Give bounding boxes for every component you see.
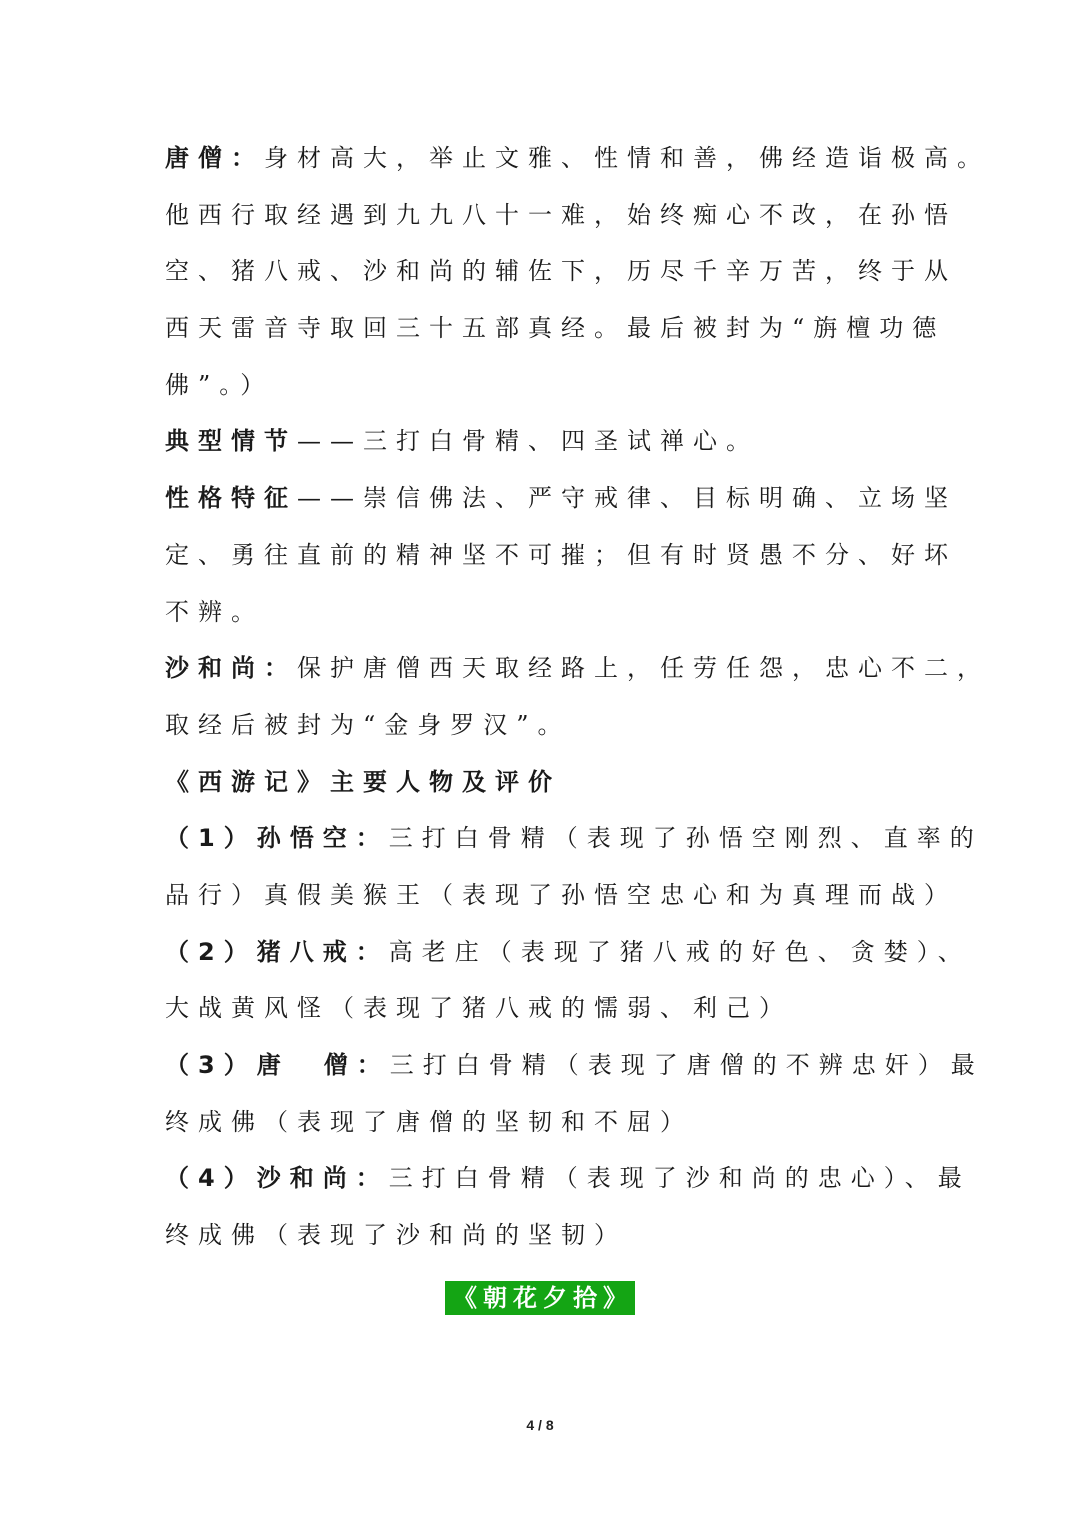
character-1-num: （1） (165, 824, 257, 853)
tangseng-label: 唐僧： (165, 144, 264, 172)
character-4-text: 三打白骨精（表现了沙和尚的忠心）、最 (388, 1164, 971, 1193)
tangseng-profile-line-1 (165, 130, 990, 187)
character-2-line-1 (165, 924, 971, 981)
typical-plot-text: ——三打白骨精、四圣试禅心。 (297, 427, 759, 456)
character-3-text: 三打白骨精（表现了唐僧的不辨忠奸）最 (389, 1051, 984, 1079)
character-4-line-1 (165, 1150, 971, 1207)
shaheshang-profile-line-1 (165, 640, 990, 697)
document-body (165, 130, 990, 1264)
shaheshang-label: 沙和尚： (165, 654, 297, 683)
character-1-text: 三打白骨精（表现了孙悟空刚烈、直率的 (388, 824, 983, 853)
tangseng-profile-line-4: 西天雷音寺取回三十五部真经。最后被封为“旃檀功德 (165, 314, 946, 343)
character-4-line-2: 终成佛（表现了沙和尚的坚韧） (165, 1221, 627, 1250)
character-4-name: 沙和尚： (256, 1164, 389, 1193)
character-1-line-1 (165, 810, 983, 867)
character-3-name-part-1: 唐 (256, 1051, 290, 1079)
personality-line-2: 定、勇往直前的精神坚不可摧；但有时贤愚不分、好坏 (165, 540, 957, 569)
character-2-text: 高老庄（表现了猪八戒的好色、贪婪）、 (388, 937, 971, 966)
typical-plot-line (165, 413, 925, 470)
next-section-banner-wrap (0, 1281, 1080, 1315)
character-3-line-2: 终成佛（表现了唐僧的坚韧和不屈） (165, 1107, 693, 1136)
next-section-banner: 《朝花夕拾》 (445, 1281, 635, 1315)
tangseng-profile-line-3: 空、猪八戒、沙和尚的辅佐下，历尽千辛万苦，终于从 (165, 257, 957, 286)
character-3-line-1 (165, 1037, 984, 1094)
personality-label: 性格特征 (165, 484, 297, 513)
character-2-line-2: 大战黄风怪（表现了猪八戒的懦弱、利己） (165, 994, 792, 1023)
personality-line-1 (165, 470, 957, 527)
personality-text: ——崇信佛法、严守戒律、目标明确、立场坚 (297, 484, 957, 513)
character-3-num: （3） (165, 1051, 257, 1079)
tangseng-profile-line-5: 佛”。） (165, 370, 274, 399)
character-1-line-2: 品行）真假美猴王（表现了孙悟空忠心和为真理而战） (165, 880, 957, 909)
character-2-name: 猪八戒： (256, 937, 389, 966)
tangseng-profile-line-2: 他西行取经遇到九九八十一难，始终痴心不改，在孙悟 (165, 200, 957, 229)
character-2-num: （2） (165, 937, 257, 966)
typical-plot-label: 典型情节 (165, 427, 297, 456)
shaheshang-profile-line-2: 取经后被封为“金身罗汉”。 (165, 710, 571, 739)
shaheshang-text: 保护唐僧西天取经路上，任劳任怨，忠心不二， (297, 654, 990, 683)
personality-line-3: 不辨。 (165, 597, 264, 626)
page-number: 4 / 8 (526, 1417, 554, 1433)
character-4-num: （4） (165, 1164, 257, 1193)
section-heading: 《西游记》主要人物及评价 (165, 767, 561, 796)
character-1-name: 孙悟空： (256, 824, 389, 853)
character-3-name-part-2: 僧： (323, 1051, 390, 1079)
tangseng-text: 身材高大，举止文雅、性情和善，佛经造诣极高。 (264, 144, 990, 172)
